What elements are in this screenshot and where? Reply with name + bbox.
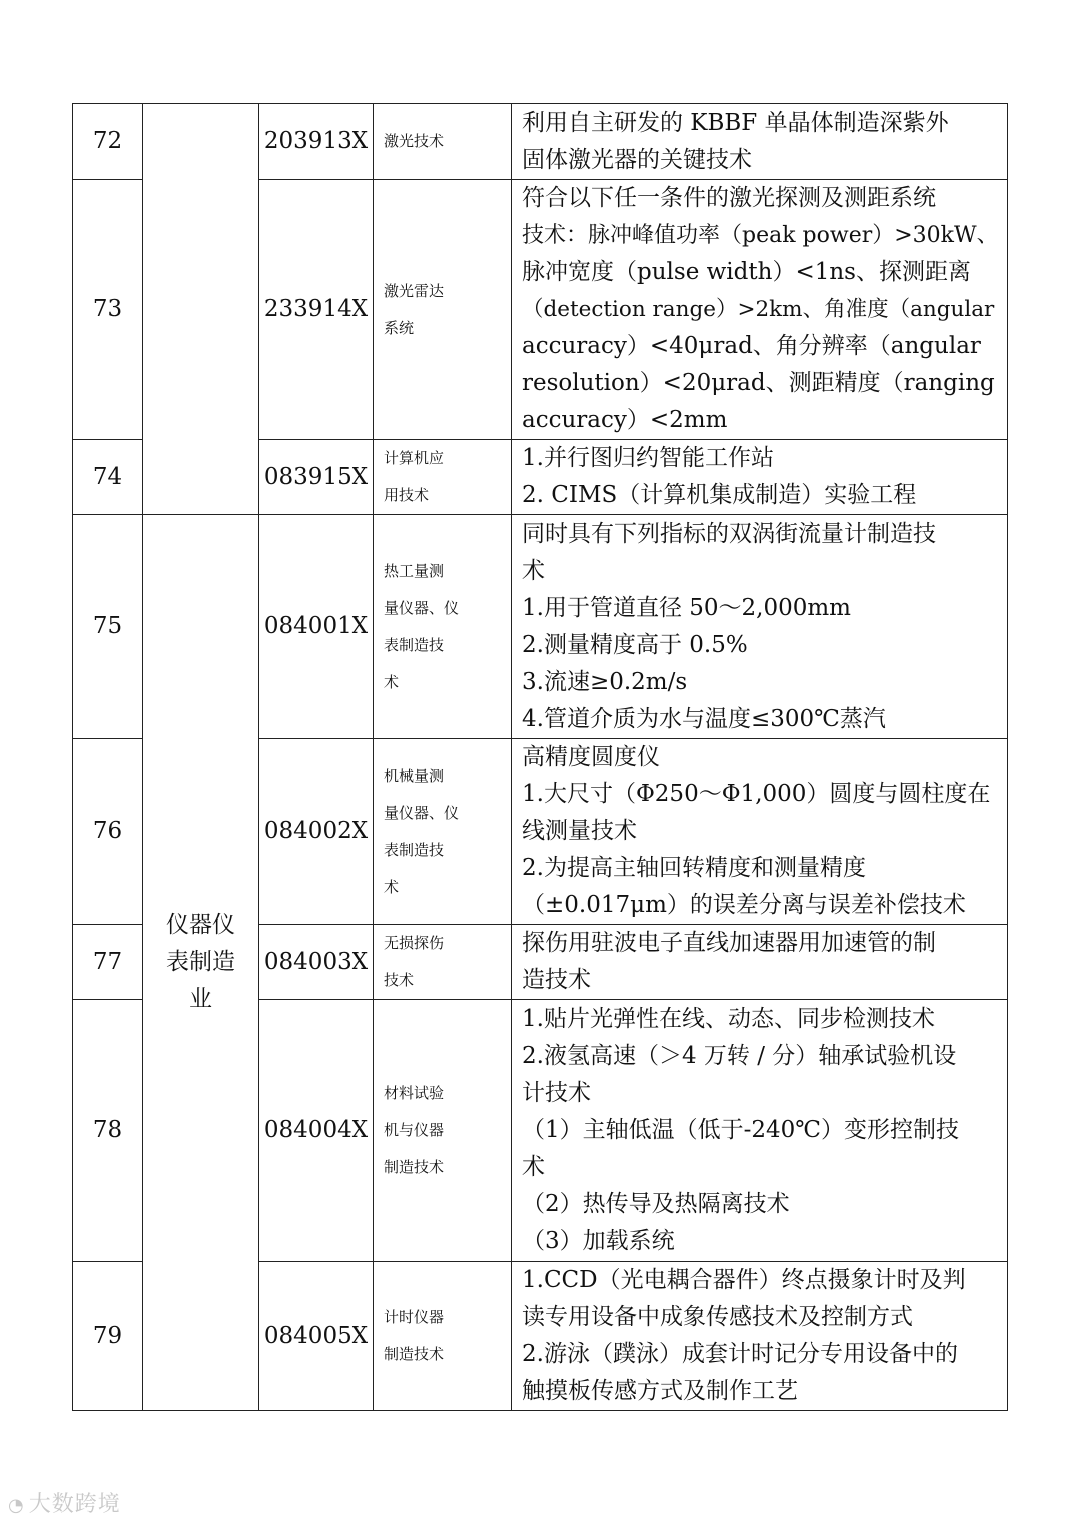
field-line: 制造技术 <box>384 1158 445 1176</box>
tech-field <box>374 1000 512 1262</box>
field-line: 技术 <box>384 971 415 989</box>
category-line: 业 <box>189 986 212 1012</box>
tech-field <box>374 104 512 180</box>
tech-field <box>374 440 512 515</box>
tech-field <box>374 515 512 739</box>
category-cell <box>143 515 259 1411</box>
description-line: 固体激光器的关键技术 <box>522 146 752 173</box>
description-line: 2.游泳（蹼泳）成套计时记分专用设备中的 <box>522 1341 958 1367</box>
category-line: 表制造 <box>166 949 235 975</box>
field-line: 术 <box>384 877 400 896</box>
tech-code: 084001X <box>259 515 374 739</box>
description-line: 造技术 <box>522 967 591 993</box>
tech-code: 084002X <box>259 739 374 925</box>
description-line: 符合以下任一条件的激光探测及测距系统 <box>522 185 936 211</box>
description-line: 利用自主研发的 KBBF 单晶体制造深紫外 <box>522 109 949 136</box>
row-number: 79 <box>73 1262 143 1411</box>
description-line: 1.并行图归约智能工作站 <box>522 445 774 471</box>
description-line: 1.用于管道直径 50～2,000mm <box>522 594 851 621</box>
description-line: 触摸板传感方式及制作工艺 <box>522 1378 798 1404</box>
description-line: 同时具有下列指标的双涡街流量计制造技 <box>522 520 936 547</box>
tech-description <box>512 739 1008 925</box>
tech-code: 084004X <box>259 1000 374 1262</box>
field-line: 量仪器、仪 <box>384 598 460 617</box>
description-line: accuracy）<2mm <box>522 407 728 433</box>
field-line: 激光雷达 <box>384 281 445 300</box>
tech-field <box>374 925 512 1000</box>
description-line: 计技术 <box>522 1080 591 1106</box>
description-line: 1.CCD（光电耦合器件）终点摄象计时及判 <box>522 1267 966 1293</box>
description-line: 线测量技术 <box>522 818 637 844</box>
description-line: 技术：脉冲峰值功率（peak power）>30kW、 <box>522 223 999 248</box>
description-line: accuracy）<40μrad、角分辨率（angular <box>522 333 981 359</box>
description-line: 4.管道介质为水与温度≤300℃蒸汽 <box>522 705 886 732</box>
field-line: 计时仪器 <box>384 1308 445 1326</box>
description-line: 术 <box>522 557 545 584</box>
tech-code: 203913X <box>259 104 374 180</box>
chat-bubble-icon: ◔ <box>8 1495 25 1516</box>
field-line: 机与仪器 <box>384 1121 445 1139</box>
tech-description <box>512 1000 1008 1262</box>
description-line: 读专用设备中成象传感技术及控制方式 <box>522 1304 913 1330</box>
description-line: 高精度圆度仪 <box>522 744 660 770</box>
row-number: 77 <box>73 925 143 1000</box>
row-number: 73 <box>73 180 143 440</box>
field-line: 表制造技 <box>384 635 445 654</box>
field-line: 激光技术 <box>384 132 445 150</box>
tech-code: 083915X <box>259 440 374 515</box>
description-line: （detection range）>2km、角准度（angular <box>522 297 995 322</box>
description-line: （±0.017μm）的误差分离与误差补偿技术 <box>522 892 966 918</box>
description-line: 脉冲宽度（pulse width）<1ns、探测距离 <box>522 259 971 285</box>
watermark-text: 大数跨境 <box>28 1492 121 1517</box>
row-number: 72 <box>73 104 143 180</box>
field-line: 系统 <box>384 318 415 337</box>
tech-code: 084003X <box>259 925 374 1000</box>
watermark <box>8 1487 121 1518</box>
field-line: 量仪器、仪 <box>384 803 460 822</box>
field-line: 无损探伤 <box>384 934 445 952</box>
field-line: 计算机应 <box>384 449 445 467</box>
field-line: 热工量测 <box>384 561 445 580</box>
description-line: 2.为提高主轴回转精度和测量精度 <box>522 855 866 881</box>
tech-description <box>512 515 1008 739</box>
tech-field <box>374 1262 512 1411</box>
table-row <box>73 104 1008 180</box>
category-line: 仪器仪 <box>166 912 235 938</box>
tech-code: 084005X <box>259 1262 374 1411</box>
description-line: （3）加载系统 <box>522 1228 675 1254</box>
description-line: 1.大尺寸（Φ250～Φ1,000）圆度与圆柱度在 <box>522 781 991 807</box>
field-line: 机械量测 <box>384 766 445 785</box>
tech-code: 233914X <box>259 180 374 440</box>
description-line: 2.液氢高速（＞4 万转 / 分）轴承试验机设 <box>522 1043 957 1069</box>
field-line: 制造技术 <box>384 1345 445 1363</box>
category-cell-empty <box>143 104 259 515</box>
tech-description <box>512 925 1008 1000</box>
row-number: 74 <box>73 440 143 515</box>
description-line: resolution）<20μrad、测距精度（ranging <box>522 370 995 396</box>
field-line: 术 <box>384 672 400 691</box>
row-number: 75 <box>73 515 143 739</box>
tech-description <box>512 180 1008 440</box>
description-line: 探伤用驻波电子直线加速器用加速管的制 <box>522 930 936 956</box>
description-line: 2.测量精度高于 0.5% <box>522 631 748 658</box>
description-line: （1）主轴低温（低于-240℃）变形控制技 <box>522 1117 960 1143</box>
tech-field <box>374 180 512 440</box>
technology-table <box>72 103 1008 1411</box>
tech-field <box>374 739 512 925</box>
description-line: 1.贴片光弹性在线、动态、同步检测技术 <box>522 1006 935 1032</box>
tech-description <box>512 104 1008 180</box>
description-line: 术 <box>522 1154 545 1180</box>
field-line: 用技术 <box>384 486 430 504</box>
field-line: 表制造技 <box>384 840 445 859</box>
description-line: 3.流速≥0.2m/s <box>522 668 688 695</box>
table-row <box>73 515 1008 739</box>
description-line: （2）热传导及热隔离技术 <box>522 1191 790 1217</box>
tech-description <box>512 1262 1008 1411</box>
tech-description <box>512 440 1008 515</box>
row-number: 76 <box>73 739 143 925</box>
description-line: 2. CIMS（计算机集成制造）实验工程 <box>522 482 917 508</box>
row-number: 78 <box>73 1000 143 1262</box>
field-line: 材料试验 <box>384 1084 445 1102</box>
